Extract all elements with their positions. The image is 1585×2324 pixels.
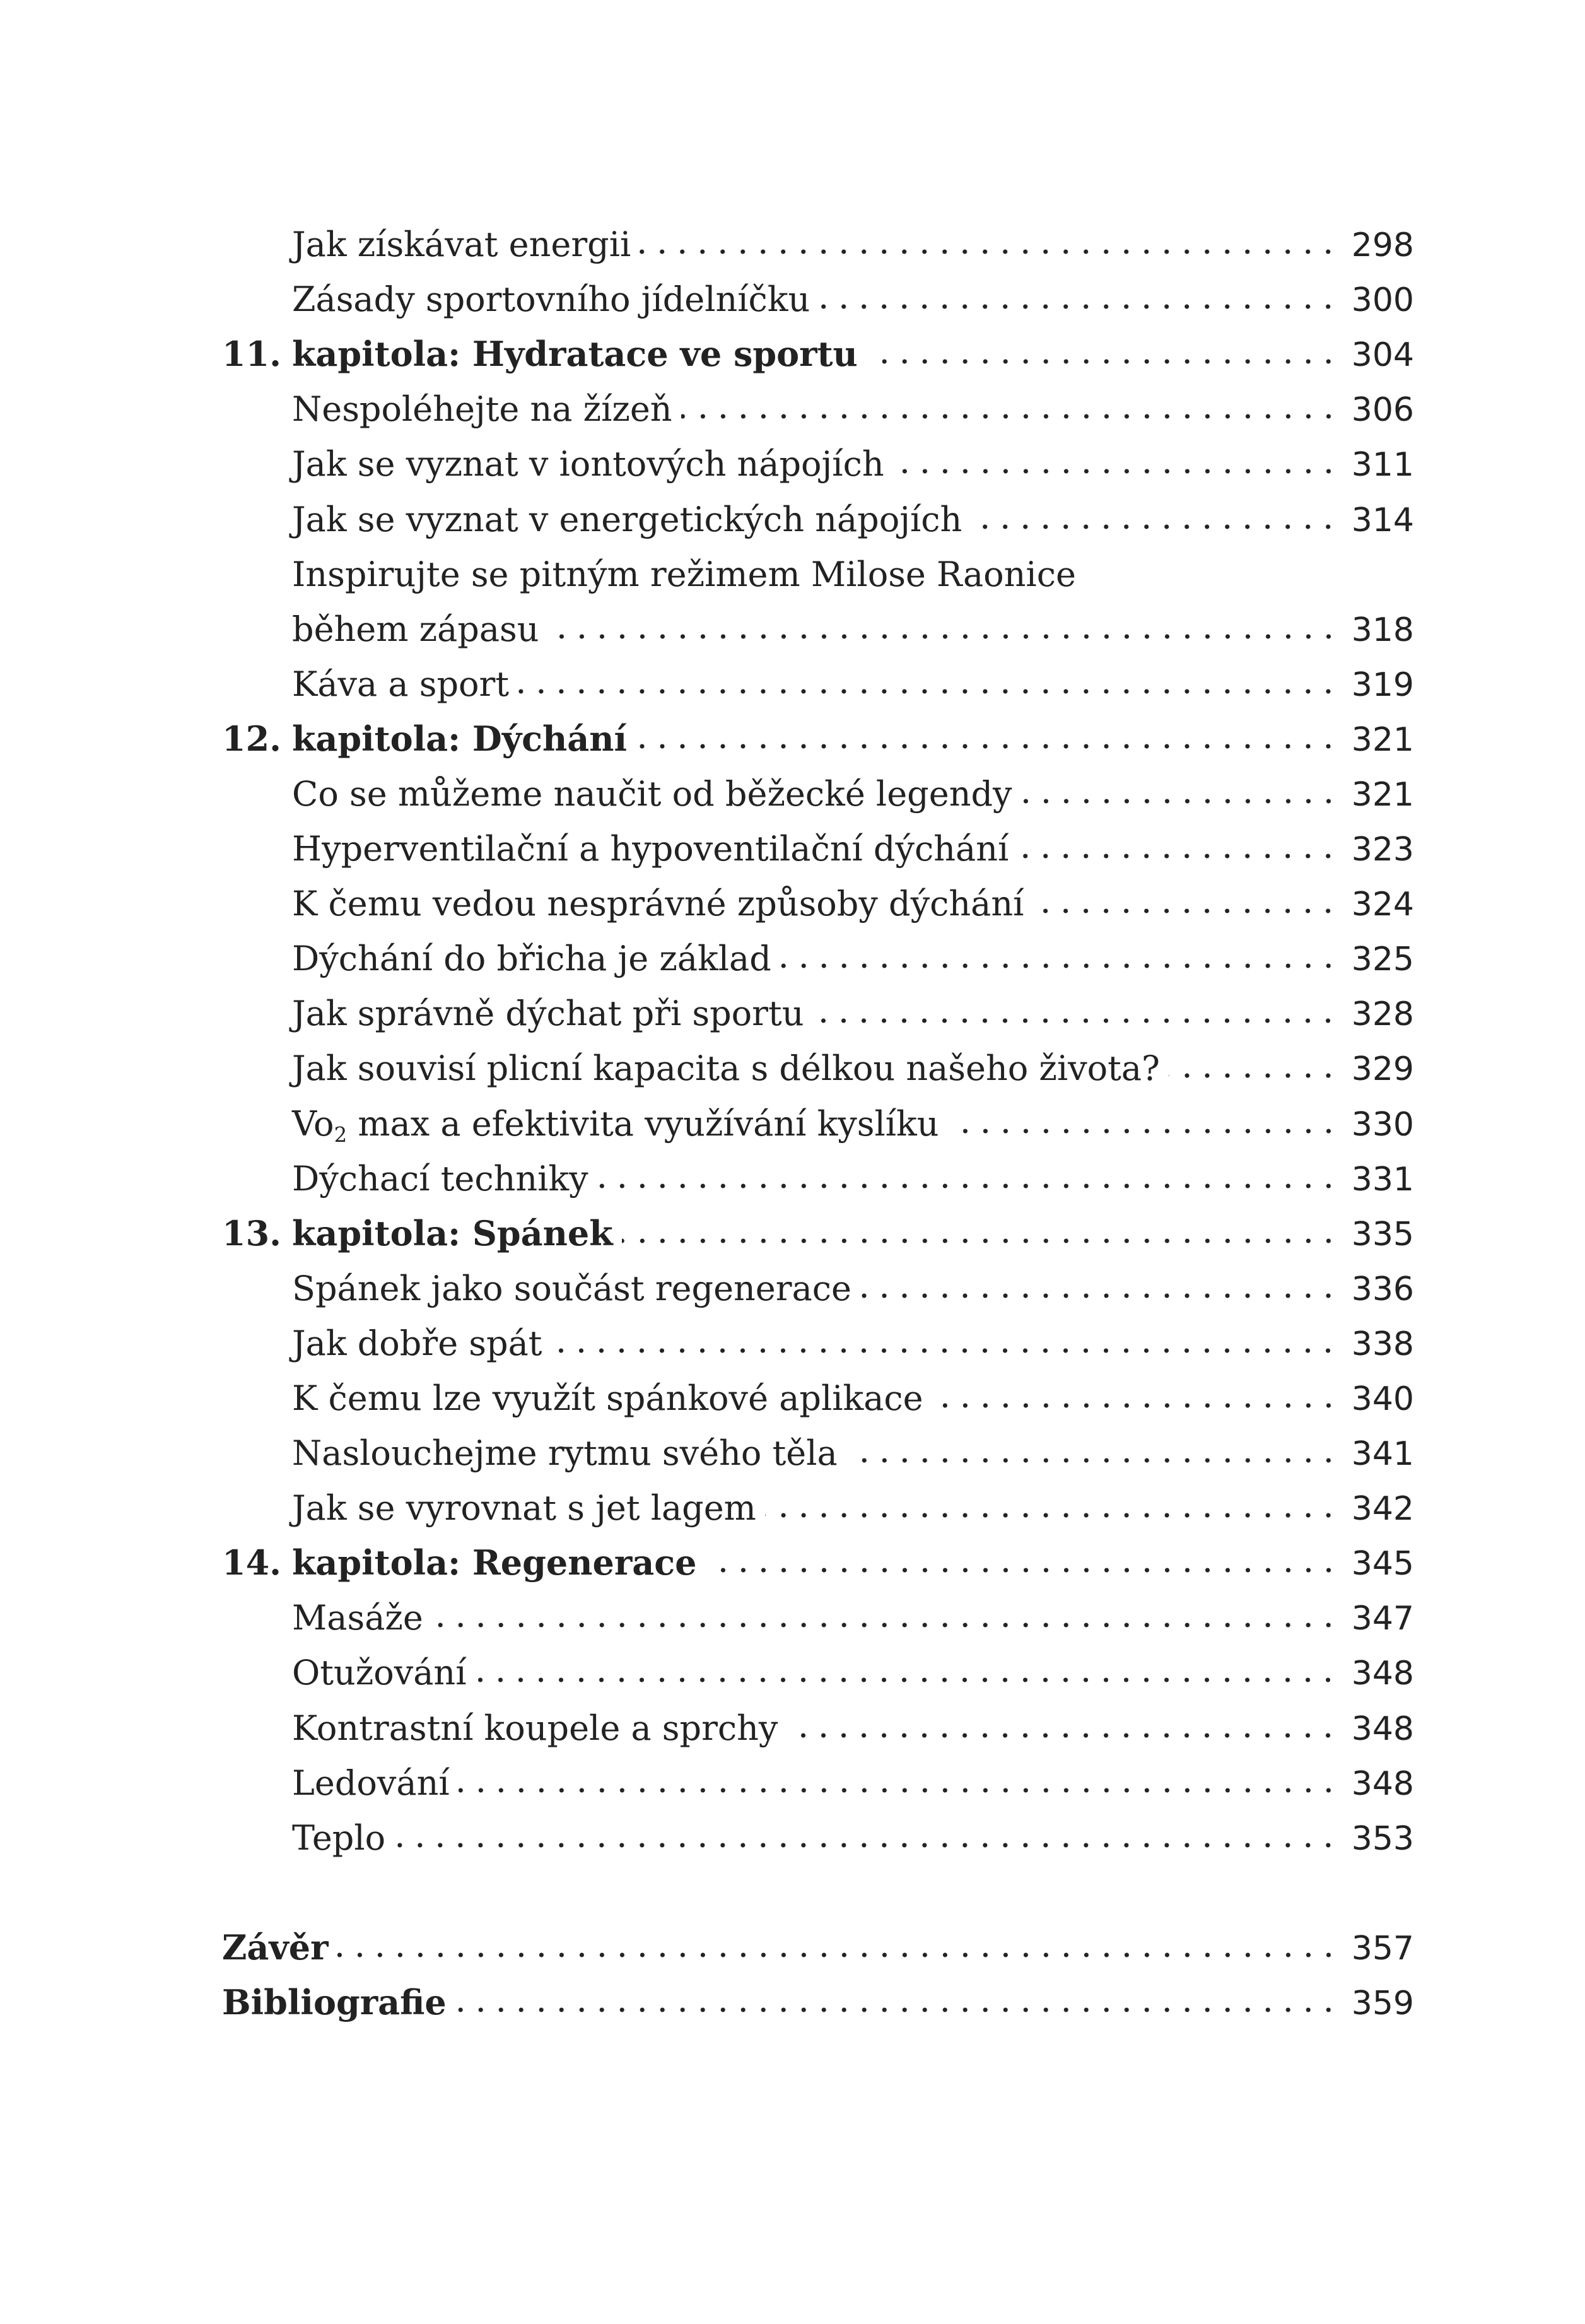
entry-title: Káva a sport (292, 664, 510, 704)
dot-leader (932, 1402, 1338, 1409)
dot-leader (622, 1238, 1338, 1244)
dot-leader (636, 743, 1338, 749)
vo2-title-rest: max a efektivita využívání kyslíku (347, 1104, 939, 1144)
toc-entry[interactable] (222, 437, 1414, 491)
page-number: 314 (1351, 502, 1414, 539)
dot-leader (597, 1183, 1338, 1189)
page-number: 298 (1351, 226, 1414, 264)
page-number: 328 (1351, 995, 1414, 1033)
entry-title: Jak se vyznat v iontových nápojích (292, 444, 884, 484)
dot-leader (455, 2007, 1338, 2013)
page-number: 325 (1351, 941, 1414, 978)
toc-entry[interactable] (222, 1810, 1414, 1865)
page-number: 318 (1351, 611, 1414, 649)
page-number: 348 (1351, 1765, 1414, 1803)
dot-leader (432, 1622, 1338, 1628)
entry-title: Jak se vyrovnat s jet lagem (292, 1488, 756, 1528)
page-number: 336 (1351, 1271, 1414, 1308)
toc-entry[interactable] (222, 1096, 1414, 1151)
page-number: 306 (1351, 391, 1414, 429)
page-number: 335 (1351, 1216, 1414, 1253)
vo2-subscript: 2 (334, 1123, 348, 1147)
chapter-title: kapitola: Dýchání (292, 719, 627, 759)
page-number: 329 (1351, 1050, 1414, 1088)
dot-leader (337, 1952, 1338, 1958)
dot-leader (971, 524, 1338, 530)
dot-leader (475, 1677, 1338, 1683)
dot-leader (1032, 908, 1338, 914)
toc-entry[interactable] (222, 272, 1414, 327)
dot-leader (765, 1512, 1338, 1518)
entry-title: Spánek jako součást regenerace (292, 1269, 851, 1308)
chapter-title: kapitola: Spánek (292, 1213, 613, 1253)
page-number: 342 (1351, 1490, 1414, 1528)
page-number: 319 (1351, 666, 1414, 704)
entry-title: Kontrastní koupele a sprchy (292, 1708, 778, 1748)
page-number: 321 (1351, 721, 1414, 759)
entry-title: Naslouchejme rytmu svého těla (292, 1433, 838, 1473)
page-number: 311 (1351, 446, 1414, 484)
page-number: 321 (1351, 776, 1414, 814)
toc-entry[interactable] (222, 1701, 1414, 1756)
toc-entry-bibliography[interactable] (222, 1975, 1414, 2030)
dot-leader (812, 1018, 1338, 1024)
dot-leader (780, 963, 1338, 969)
entry-title: Závěr (222, 1927, 329, 1968)
dot-leader (819, 303, 1338, 310)
entry-title: během zápasu (292, 609, 539, 649)
toc-entry[interactable] (222, 382, 1414, 437)
toc-entry[interactable] (222, 1426, 1414, 1481)
chapter-title: kapitola: Regenerace (292, 1542, 697, 1583)
toc-entry[interactable] (222, 1371, 1414, 1426)
entry-title: Inspirujte se pitným režimem Milose Raonice (292, 555, 1076, 594)
entry-title: Ledování (292, 1763, 450, 1803)
toc-entry[interactable] (222, 931, 1414, 986)
toc-chapter-entry[interactable] (222, 1206, 1414, 1261)
dot-leader (1017, 853, 1338, 859)
dot-leader (548, 633, 1338, 640)
entry-title: Bibliografie (222, 1982, 447, 2022)
toc-entry[interactable] (222, 1041, 1414, 1096)
page-number: 324 (1351, 886, 1414, 924)
page-number: 323 (1351, 831, 1414, 869)
dot-leader (787, 1732, 1338, 1739)
toc-entry-continuation[interactable] (222, 602, 1414, 657)
toc-entry-conclusion[interactable] (222, 1920, 1414, 1975)
page-number: 345 (1351, 1545, 1414, 1583)
toc-entry[interactable] (222, 492, 1414, 547)
page-number: 300 (1351, 281, 1414, 319)
vo2-prefix: Vo (292, 1104, 334, 1144)
chapter-number: 13. (222, 1213, 281, 1253)
dot-leader (1021, 798, 1338, 804)
page-number: 340 (1351, 1380, 1414, 1418)
entry-title: Co se můžeme naučit od běžecké legendy (292, 774, 1012, 814)
toc-entry[interactable] (222, 1261, 1414, 1316)
entry-title (292, 1096, 939, 1151)
entry-title: Zásady sportovního jídelníčku (292, 279, 810, 319)
dot-leader (681, 413, 1338, 420)
page-number: 359 (1351, 1985, 1414, 2022)
dot-leader (1169, 1072, 1338, 1079)
toc-entry[interactable] (222, 821, 1414, 876)
entry-title: Nespoléhejte na žízeň (292, 389, 672, 429)
dot-leader (518, 688, 1338, 695)
toc-chapter-entry[interactable] (222, 327, 1414, 382)
entry-title: K čemu vedou nesprávné způsoby dýchání (292, 884, 1024, 924)
toc-entry[interactable] (222, 1151, 1414, 1206)
toc-chapter-entry[interactable] (222, 1535, 1414, 1590)
page-number: 338 (1351, 1325, 1414, 1363)
entry-title: Jak se vyznat v energetických nápojích (292, 500, 962, 539)
chapter-number: 11. (222, 334, 281, 374)
dot-leader (551, 1347, 1338, 1354)
page-number: 357 (1351, 1930, 1414, 1968)
toc-entry[interactable] (222, 217, 1414, 272)
chapter-number: 12. (222, 719, 281, 759)
dot-leader (394, 1842, 1338, 1848)
toc-entry[interactable] (222, 876, 1414, 931)
page-number: 348 (1351, 1710, 1414, 1748)
dot-leader (846, 1457, 1338, 1464)
page-number: 341 (1351, 1435, 1414, 1473)
dot-leader (948, 1128, 1338, 1134)
entry-title: Jak souvisí plicní kapacita s délkou našeho života? (292, 1048, 1160, 1088)
toc-entry[interactable] (222, 766, 1414, 821)
entry-title: Dýchání do břicha je základ (292, 939, 771, 978)
entry-title: Jak správně dýchat při sportu (292, 994, 804, 1033)
toc-entry[interactable] (222, 1316, 1414, 1371)
page-number: 330 (1351, 1106, 1414, 1144)
toc-entry[interactable] (222, 657, 1414, 712)
toc-entry[interactable] (222, 1756, 1414, 1810)
dot-leader (867, 358, 1338, 365)
entry-title: Masáže (292, 1598, 423, 1638)
entry-title: Jak získávat energii (292, 225, 631, 264)
dot-leader (459, 1787, 1338, 1793)
page-number: 353 (1351, 1820, 1414, 1858)
page-number: 347 (1351, 1600, 1414, 1638)
dot-leader (640, 249, 1338, 255)
entry-title: Hyperventilační a hypoventilační dýchání (292, 829, 1009, 869)
dot-leader (706, 1567, 1338, 1573)
entry-title: Dýchací techniky (292, 1159, 588, 1199)
toc-entry[interactable] (222, 1645, 1414, 1700)
toc-entry[interactable] (222, 986, 1414, 1041)
dot-leader (860, 1293, 1338, 1299)
chapter-title: kapitola: Hydratace ve sportu (292, 334, 858, 374)
entry-title: K čemu lze využít spánkové aplikace (292, 1378, 923, 1418)
entry-title: Teplo (292, 1818, 386, 1858)
page-number: 304 (1351, 336, 1414, 374)
toc-entry[interactable] (222, 1590, 1414, 1645)
toc-entry-first-line[interactable] (222, 547, 1414, 602)
toc-entry[interactable] (222, 1481, 1414, 1535)
dot-leader (893, 468, 1338, 474)
page-number: 331 (1351, 1161, 1414, 1199)
page-number: 348 (1351, 1655, 1414, 1693)
entry-title: Otužování (292, 1653, 467, 1693)
entry-title: Jak dobře spát (292, 1323, 542, 1363)
toc-chapter-entry[interactable] (222, 712, 1414, 766)
chapter-number: 14. (222, 1542, 281, 1583)
